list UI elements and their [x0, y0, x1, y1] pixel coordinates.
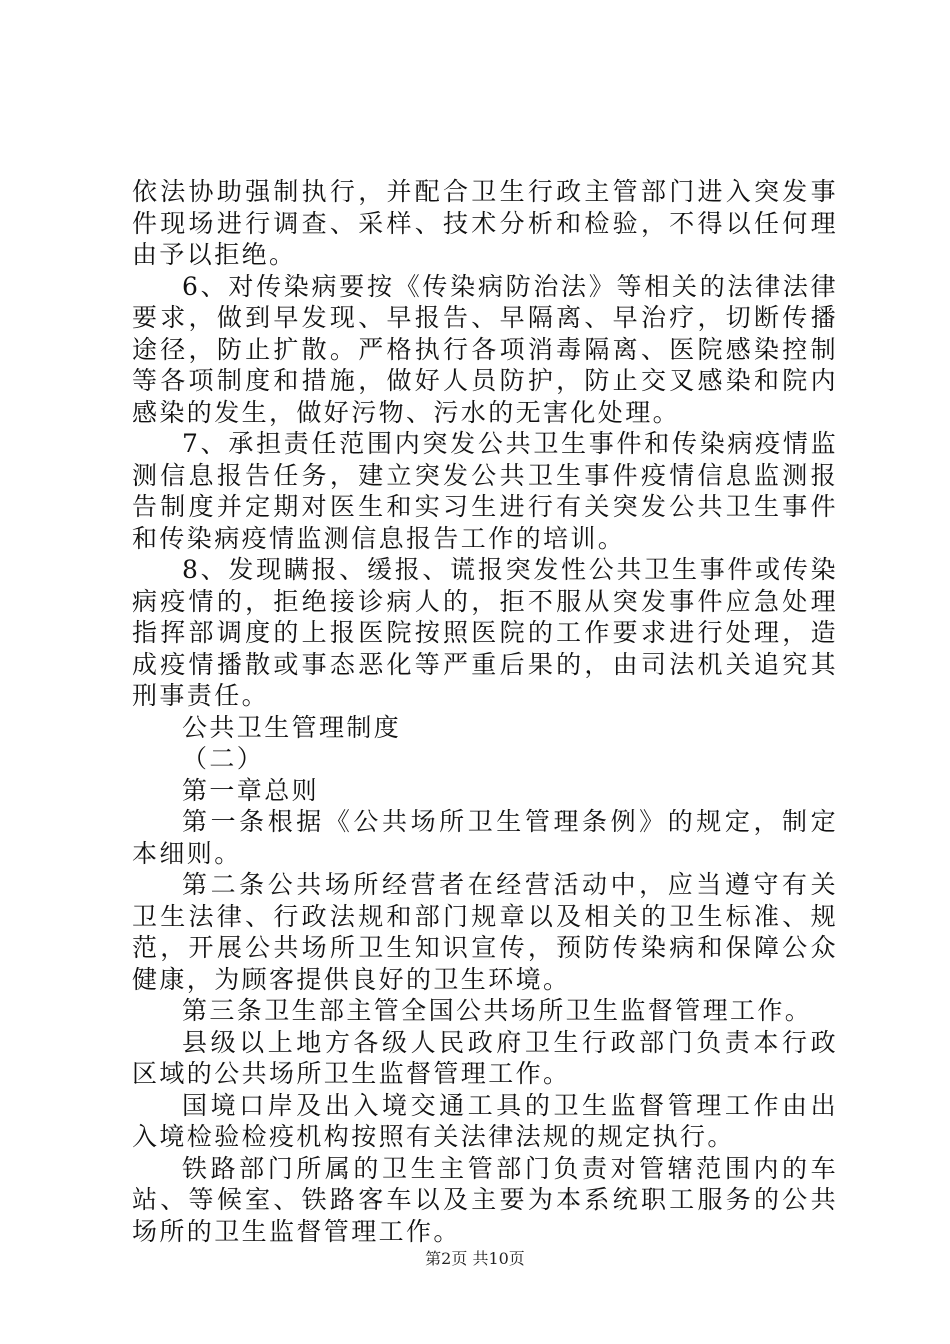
article-3-clause-border: 国境口岸及出入境交通工具的卫生监督管理工作由出入境检验检疫机构按照有关法律法规的规定执行。 [132, 1090, 838, 1151]
document-body [132, 176, 838, 1247]
article-3: 第三条卫生部主管全国公共场所卫生监督管理工作。 [182, 996, 813, 1025]
section-number: （二） [182, 744, 265, 773]
article-3-clause-county: 县级以上地方各级人民政府卫生行政部门负责本行政区域的公共场所卫生监督管理工作。 [132, 1027, 838, 1088]
paragraph-item-7: 7、承担责任范围内突发公共卫生事件和传染病疫情监测信息报告任务，建立突发公共卫生事件疫情信息监测报告制度并定期对医生和实习生进行有关突发公共卫生事件和传染病疫情监测信息报告工作的培训。 [132, 429, 838, 553]
section-title: 公共卫生管理制度 [182, 712, 402, 742]
page-number: 第2页 共10页 [425, 1249, 525, 1268]
paragraph-continuation: 依法协助强制执行，并配合卫生行政主管部门进入突发事件现场进行调查、采样、技术分析和检验，不得以任何理由予以拒绝。 [132, 177, 838, 269]
paragraph-item-8: 8、发现瞒报、缓报、谎报突发性公共卫生事件或传染病疫情的，拒绝接诊病人的，拒不服从突发事件应急处理指挥部调度的上报医院按照医院的工作要求进行处理，造成疫情播散或事态恶化等严重后果的，由司法机关追究其刑事责任。 [132, 555, 838, 710]
paragraph-item-6: 6、对传染病要按《传染病防治法》等相关的法律法律要求，做到早发现、早报告、早隔离、早治疗，切断传播途径，防止扩散。严格执行各项消毒隔离、医院感染控制等各项制度和措施，做好人员防护，防止交叉感染和院内感染的发生，做好污物、污水的无害化处理。 [132, 271, 838, 427]
article-2: 第二条公共场所经营者在经营活动中，应当遵守有关卫生法律、行政法规和部门规章以及相关的卫生标准、规范，开展公共场所卫生知识宣传，预防传染病和保障公众健康，为顾客提供良好的卫生环境。 [132, 870, 838, 994]
chapter-heading: 第一章总则 [182, 775, 320, 805]
article-3-clause-railway: 铁路部门所属的卫生主管部门负责对管辖范围内的车站、等候室、铁路客车以及主要为本系统职工服务的公共场所的卫生监督管理工作。 [132, 1153, 838, 1246]
article-1: 第一条根据《公共场所卫生管理条例》的规定，制定本细则。 [132, 807, 838, 868]
